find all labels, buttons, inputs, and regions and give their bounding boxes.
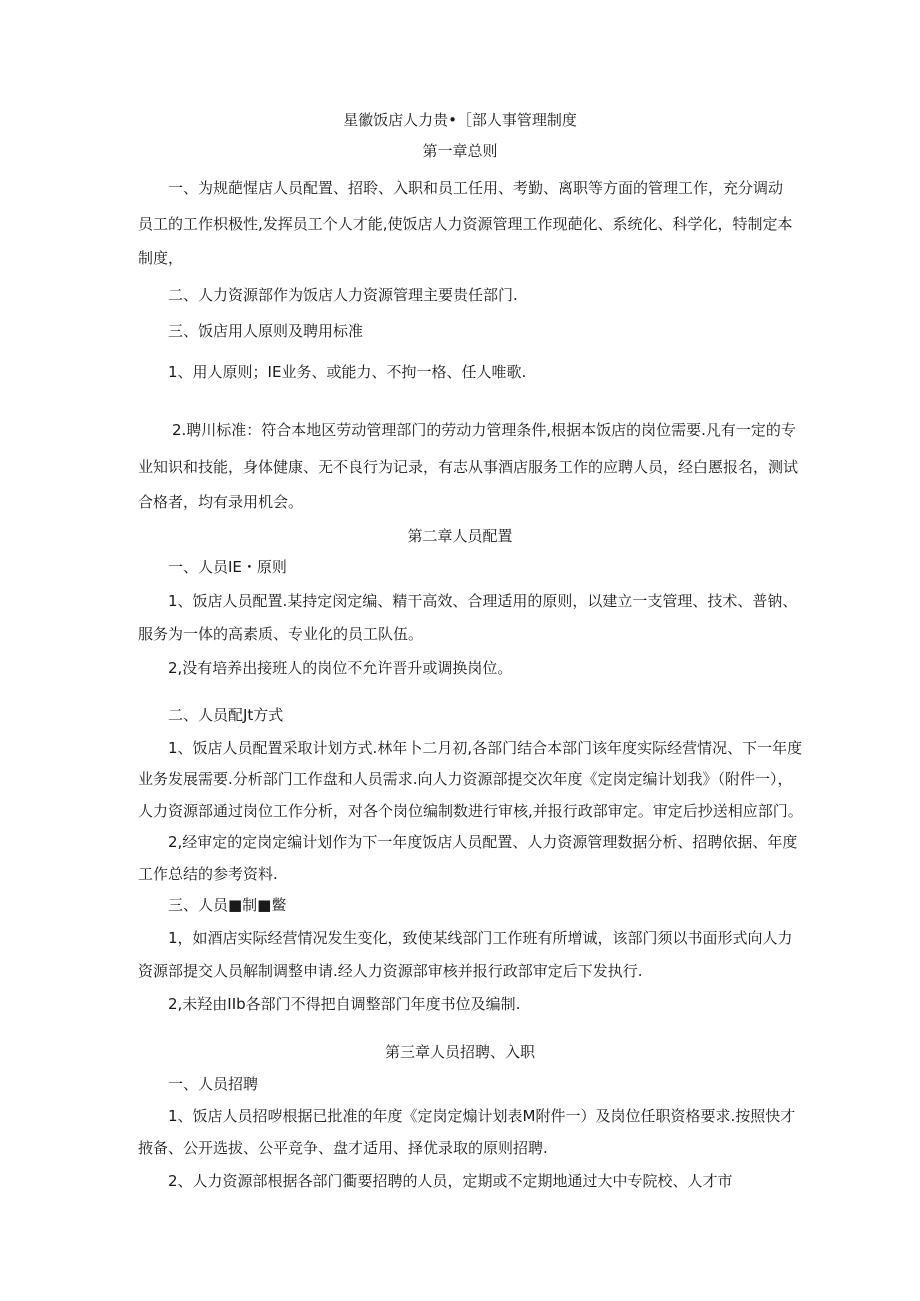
ch2-section-3-heading: 三、人员■制■鳖 <box>168 896 287 914</box>
ch1-para-1-line-2: 员工的工作枳极性,发挥员工个人才能,使饭店人力资源管理工作现葩化、系统化、科学化，特制定本 <box>138 215 793 233</box>
ch3-s1-para-1-line-1: 1、饭店人员招哕根据已批准的年度《定岗定煽计划表M附件一）及岗位任职资格要求.按照快才 <box>168 1107 796 1125</box>
ch1-para-5-line-2: 业知识和技能，身体健康、无不良行为记录，有志从事酒店服务工作的应聘人员，经白慝报名，测试 <box>138 458 799 476</box>
document-title: 星徽饭店人力贵•［部人事管理制度 <box>343 111 577 129</box>
ch1-para-2: 二、人力资源部作为饭店人力资源管理主要贵任部门. <box>168 286 518 304</box>
ch2-s1-para-1-line-1: 1、饭店人员配置.某持定闵定编、精干高效、合理适用的原则，以建立一支管理、技术、普钠、 <box>168 592 798 610</box>
ch1-para-4: 1、用人原则；IE业务、或能力、不拘一格、任人唯歌. <box>168 363 527 381</box>
chapter-1-heading: 第一章总则 <box>422 142 498 160</box>
ch2-s1-para-1-line-2: 服务为一体的高素质、专业化的员工队伍。 <box>138 625 424 643</box>
ch1-para-5-line-1: 2.聘川标准：符合本地区劳动管理部门的劳动力管理条件,根据本饭店的岗位需要.凡有一定的专 <box>172 421 796 439</box>
ch2-s1-para-2: 2,没有培养出接班人的岗位不允许晋升或调换岗位。 <box>168 659 513 677</box>
ch1-para-1-line-1: 一、为规葩惺店人员配置、招聆、入职和员工任用、考勤、离职等方面的管理工作，充分调动 <box>168 179 784 197</box>
ch3-section-1-heading: 一、人员招聘 <box>168 1075 259 1093</box>
ch2-s3-para-1-line-2: 资源部提交人员解制调整申请.经人力资源部审核并报行政部审定后下发执行. <box>138 962 643 980</box>
ch3-s1-para-2: 2、人力资源部根据各部门衢要招聘的人员，定期或不定期地通过大中专院校、人才市 <box>168 1172 733 1190</box>
ch2-section-2-heading: 二、人员配Jt方式 <box>168 706 284 724</box>
ch2-s2-para-1-line-3: 人力资源部通过岗位工作分析，对各个岗位编制数进行审核,并报行政部审定。审定后抄送相应部门。 <box>138 802 803 820</box>
chapter-2-heading: 第二章人员配置 <box>407 527 513 545</box>
ch3-s1-para-1-line-2: 掖备、公开选拔、公平竞争、盘才适用、择优录取的原则招聘. <box>138 1139 548 1157</box>
ch2-s2-para-2-line-2: 工作总结的参考资料. <box>138 865 278 883</box>
ch1-para-5-line-3: 合格者，均有录用机会。 <box>138 493 304 511</box>
ch2-s3-para-1-line-1: 1，如酒店实际经营情况发生变化，致使某线部门工作班有所增诚，该部门须以书面形式向人力 <box>168 929 793 947</box>
ch1-para-3: 三、饭店用人原则及聘用标准 <box>168 322 364 340</box>
ch2-s2-para-2-line-1: 2,经审定的定岗定编计划作为下一年度饭店人员配置、人力资源管理数据分析、招聘依据、年度 <box>168 833 798 851</box>
chapter-3-heading: 第三章人员招聘、入职 <box>384 1043 535 1061</box>
ch1-para-1-line-3: 制度， <box>138 249 184 267</box>
ch2-section-1-heading: 一、人员IE・原则 <box>168 558 287 576</box>
ch2-s3-para-2: 2,未羟由IIb各部门不得把自调整部门年度书位及编制. <box>168 995 521 1013</box>
ch2-s2-para-1-line-2: 业务发展需要.分析部门工作盘和人员需求.向人力资源部提交次年度《定岗定编计划我》（附件一）， <box>138 770 793 788</box>
ch2-s2-para-1-line-1: 1、饭店人员配置采取计划方式.林年卜二月初,各部门结合本部门该年度实际经营情况、下一年度 <box>168 739 803 757</box>
